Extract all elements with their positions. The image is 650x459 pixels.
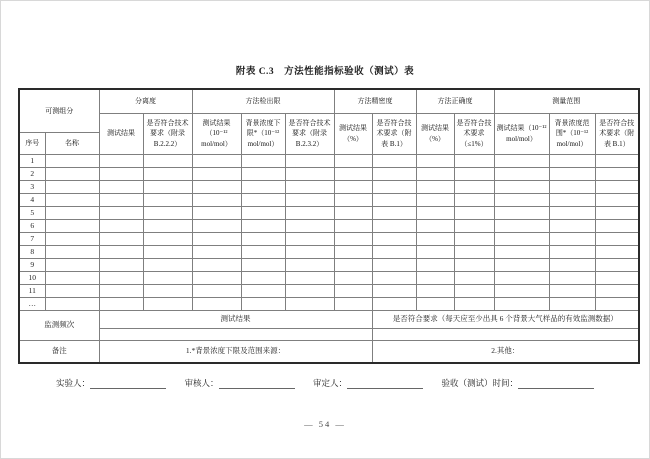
row-cell <box>372 284 416 297</box>
row-cell <box>241 232 285 245</box>
row-serial: 7 <box>19 232 45 245</box>
reviewer-label: 审核人： <box>184 378 219 388</box>
row-cell <box>494 245 549 258</box>
row-cell <box>192 206 241 219</box>
frequency-conform-cell <box>372 328 639 340</box>
row-cell <box>372 245 416 258</box>
row-cell <box>285 271 334 284</box>
row-cell <box>241 206 285 219</box>
header-dl-bg-lower: 背景浓度下限*（10⁻¹² mol/mol） <box>241 113 285 154</box>
row-cell <box>416 284 454 297</box>
row-cell <box>416 245 454 258</box>
row-cell <box>241 258 285 271</box>
row-serial: 11 <box>19 284 45 297</box>
row-cell <box>549 232 595 245</box>
row-cell <box>595 258 639 271</box>
row-cell <box>45 232 99 245</box>
row-cell <box>285 284 334 297</box>
row-cell <box>595 245 639 258</box>
header-separation-group: 分离度 <box>99 89 192 113</box>
row-cell <box>595 167 639 180</box>
row-cell <box>416 180 454 193</box>
row-serial: 6 <box>19 219 45 232</box>
signature-approver <box>313 377 423 389</box>
row-cell <box>241 219 285 232</box>
row-cell <box>45 193 99 206</box>
row-cell <box>192 180 241 193</box>
approver-blank-line <box>347 379 423 389</box>
header-precision-group: 方法精密度 <box>334 89 416 113</box>
row-cell <box>372 180 416 193</box>
header-range-result: 测试结果（10⁻¹² mol/mol） <box>494 113 549 154</box>
row-cell <box>416 271 454 284</box>
row-cell <box>285 206 334 219</box>
header-detection-limit-group: 方法检出限 <box>192 89 334 113</box>
row-cell <box>334 232 372 245</box>
row-serial: 3 <box>19 180 45 193</box>
row-cell <box>192 284 241 297</box>
row-cell <box>285 219 334 232</box>
row-cell <box>334 193 372 206</box>
header-sep-result: 测试结果 <box>99 113 143 154</box>
table-body <box>19 154 639 310</box>
row-cell <box>192 297 241 310</box>
row-cell <box>494 193 549 206</box>
row-cell <box>334 258 372 271</box>
row-cell <box>99 154 143 167</box>
row-cell <box>494 154 549 167</box>
row-cell <box>416 206 454 219</box>
row-cell <box>285 258 334 271</box>
row-cell <box>143 232 192 245</box>
row-cell <box>595 180 639 193</box>
row-cell <box>143 167 192 180</box>
frequency-label: 监测频次 <box>19 310 99 340</box>
row-cell <box>334 284 372 297</box>
row-cell <box>334 154 372 167</box>
row-cell <box>334 206 372 219</box>
row-serial: 4 <box>19 193 45 206</box>
page-number: — 54 — <box>304 419 346 429</box>
row-cell <box>192 245 241 258</box>
row-serial: … <box>19 297 45 310</box>
row-cell <box>192 232 241 245</box>
header-prec-conform: 是否符合技术要求（附表 B.1） <box>372 113 416 154</box>
frequency-result-header: 测试结果 <box>99 310 372 328</box>
row-cell <box>454 219 494 232</box>
row-cell <box>494 271 549 284</box>
row-cell <box>143 284 192 297</box>
page-title: 附表 C.3 方法性能指标验收（测试）表 <box>235 67 415 77</box>
row-cell <box>595 206 639 219</box>
performance-table <box>18 88 640 364</box>
row-cell <box>192 167 241 180</box>
table-row <box>19 219 639 232</box>
row-cell <box>285 232 334 245</box>
remark-label: 备注 <box>19 340 99 363</box>
table-row <box>19 206 639 219</box>
remark-item-2: 2.其他： <box>372 340 639 363</box>
row-cell <box>372 193 416 206</box>
row-cell <box>372 271 416 284</box>
row-cell <box>192 154 241 167</box>
approver-label: 审定人： <box>312 378 347 388</box>
acceptance-time-label: 验收（测试）时间： <box>441 378 518 388</box>
table-row <box>19 284 639 297</box>
header-prec-result: 测试结果（%） <box>334 113 372 154</box>
row-cell <box>45 297 99 310</box>
table-row <box>19 245 639 258</box>
row-cell <box>494 180 549 193</box>
row-cell <box>285 245 334 258</box>
row-cell <box>143 154 192 167</box>
row-cell <box>143 297 192 310</box>
remark-item-1: 1.*背景浓度下限及范围来源： <box>99 340 372 363</box>
row-cell <box>549 206 595 219</box>
row-cell <box>285 193 334 206</box>
header-range-conform: 是否符合技术要求（附表 B.1） <box>595 113 639 154</box>
row-cell <box>99 193 143 206</box>
signature-reviewer <box>184 377 294 389</box>
table-row <box>19 193 639 206</box>
row-cell <box>454 297 494 310</box>
table-row <box>19 271 639 284</box>
row-cell <box>494 219 549 232</box>
row-cell <box>372 206 416 219</box>
row-cell <box>549 271 595 284</box>
row-cell <box>192 258 241 271</box>
row-cell <box>595 271 639 284</box>
row-cell <box>372 219 416 232</box>
table-row <box>19 180 639 193</box>
row-cell <box>241 180 285 193</box>
row-cell <box>241 154 285 167</box>
row-cell <box>549 180 595 193</box>
row-cell <box>241 245 285 258</box>
row-cell <box>99 284 143 297</box>
row-cell <box>454 167 494 180</box>
row-cell <box>549 167 595 180</box>
signature-row <box>1 377 649 389</box>
row-cell <box>334 180 372 193</box>
row-cell <box>192 193 241 206</box>
row-cell <box>143 258 192 271</box>
row-cell <box>549 258 595 271</box>
signature-experimenter <box>56 377 166 389</box>
header-component-group: 可测组分 <box>19 89 99 132</box>
row-cell <box>99 167 143 180</box>
header-dl-result: 测试结果（10⁻¹² mol/mol） <box>192 113 241 154</box>
row-cell <box>416 167 454 180</box>
row-cell <box>549 219 595 232</box>
row-cell <box>454 245 494 258</box>
row-cell <box>454 258 494 271</box>
row-cell <box>45 258 99 271</box>
row-cell <box>595 193 639 206</box>
row-cell <box>143 245 192 258</box>
row-cell <box>494 232 549 245</box>
row-cell <box>454 154 494 167</box>
experimenter-label: 实验人： <box>56 378 91 388</box>
row-cell <box>143 180 192 193</box>
row-cell <box>372 297 416 310</box>
row-cell <box>595 219 639 232</box>
row-cell <box>494 258 549 271</box>
table-row <box>19 297 639 310</box>
row-cell <box>241 193 285 206</box>
row-cell <box>494 284 549 297</box>
row-cell <box>285 167 334 180</box>
row-cell <box>99 271 143 284</box>
row-serial: 10 <box>19 271 45 284</box>
row-cell <box>285 180 334 193</box>
header-serial: 序号 <box>19 132 45 154</box>
row-cell <box>241 297 285 310</box>
row-cell <box>285 154 334 167</box>
row-cell <box>143 193 192 206</box>
row-cell <box>595 284 639 297</box>
row-cell <box>241 271 285 284</box>
header-acc-result: 测试结果（%） <box>416 113 454 154</box>
row-cell <box>416 219 454 232</box>
row-cell <box>334 245 372 258</box>
header-range-group: 测量范围 <box>494 89 639 113</box>
frequency-conform-header: 是否符合要求（每天应至少出具 6 个背景大气样品的有效监测数据） <box>372 310 639 328</box>
table-header <box>19 89 639 154</box>
table-row <box>19 258 639 271</box>
row-cell <box>45 154 99 167</box>
row-serial: 9 <box>19 258 45 271</box>
row-cell <box>595 232 639 245</box>
row-cell <box>99 232 143 245</box>
row-cell <box>45 206 99 219</box>
row-cell <box>99 297 143 310</box>
row-cell <box>192 219 241 232</box>
row-serial: 8 <box>19 245 45 258</box>
row-cell <box>334 297 372 310</box>
signature-acceptance-time <box>441 377 594 389</box>
row-cell <box>416 258 454 271</box>
row-cell <box>454 284 494 297</box>
row-cell <box>45 284 99 297</box>
row-cell <box>595 297 639 310</box>
row-cell <box>45 271 99 284</box>
row-serial: 1 <box>19 154 45 167</box>
row-cell <box>549 154 595 167</box>
table-footer <box>19 310 639 363</box>
row-cell <box>99 206 143 219</box>
row-cell <box>99 245 143 258</box>
row-cell <box>45 180 99 193</box>
row-cell <box>494 297 549 310</box>
row-cell <box>372 154 416 167</box>
table-row <box>19 154 639 167</box>
row-cell <box>595 154 639 167</box>
row-cell <box>494 206 549 219</box>
header-dl-conform: 是否符合技术要求（附录 B.2.3.2） <box>285 113 334 154</box>
row-cell <box>454 271 494 284</box>
row-cell <box>334 167 372 180</box>
row-cell <box>549 297 595 310</box>
row-cell <box>372 167 416 180</box>
row-cell <box>416 297 454 310</box>
row-cell <box>241 284 285 297</box>
header-sep-conform: 是否符合技术要求（附录 B.2.2.2） <box>143 113 192 154</box>
experimenter-blank-line <box>90 379 166 389</box>
row-cell <box>454 180 494 193</box>
row-cell <box>334 219 372 232</box>
row-cell <box>45 167 99 180</box>
row-serial: 5 <box>19 206 45 219</box>
row-cell <box>372 258 416 271</box>
row-cell <box>549 284 595 297</box>
table-row <box>19 167 639 180</box>
row-cell <box>143 271 192 284</box>
row-cell <box>45 219 99 232</box>
row-cell <box>334 271 372 284</box>
row-cell <box>45 245 99 258</box>
row-cell <box>549 193 595 206</box>
table-row <box>19 232 639 245</box>
row-serial: 2 <box>19 167 45 180</box>
acceptance-time-blank-line <box>518 379 594 389</box>
row-cell <box>99 258 143 271</box>
row-cell <box>285 297 334 310</box>
row-cell <box>454 193 494 206</box>
row-cell <box>192 271 241 284</box>
header-accuracy-group: 方法正确度 <box>416 89 494 113</box>
header-acc-conform: 是否符合技术要求（≤1%） <box>454 113 494 154</box>
row-cell <box>549 245 595 258</box>
header-name: 名称 <box>45 132 99 154</box>
row-cell <box>494 167 549 180</box>
row-cell <box>143 219 192 232</box>
frequency-result-cell <box>99 328 372 340</box>
row-cell <box>416 232 454 245</box>
row-cell <box>416 154 454 167</box>
header-range-bg: 背景浓度范围*（10⁻¹² mol/mol） <box>549 113 595 154</box>
row-cell <box>372 232 416 245</box>
row-cell <box>99 219 143 232</box>
row-cell <box>99 180 143 193</box>
reviewer-blank-line <box>219 379 295 389</box>
row-cell <box>143 206 192 219</box>
row-cell <box>454 206 494 219</box>
row-cell <box>416 193 454 206</box>
row-cell <box>241 167 285 180</box>
row-cell <box>454 232 494 245</box>
